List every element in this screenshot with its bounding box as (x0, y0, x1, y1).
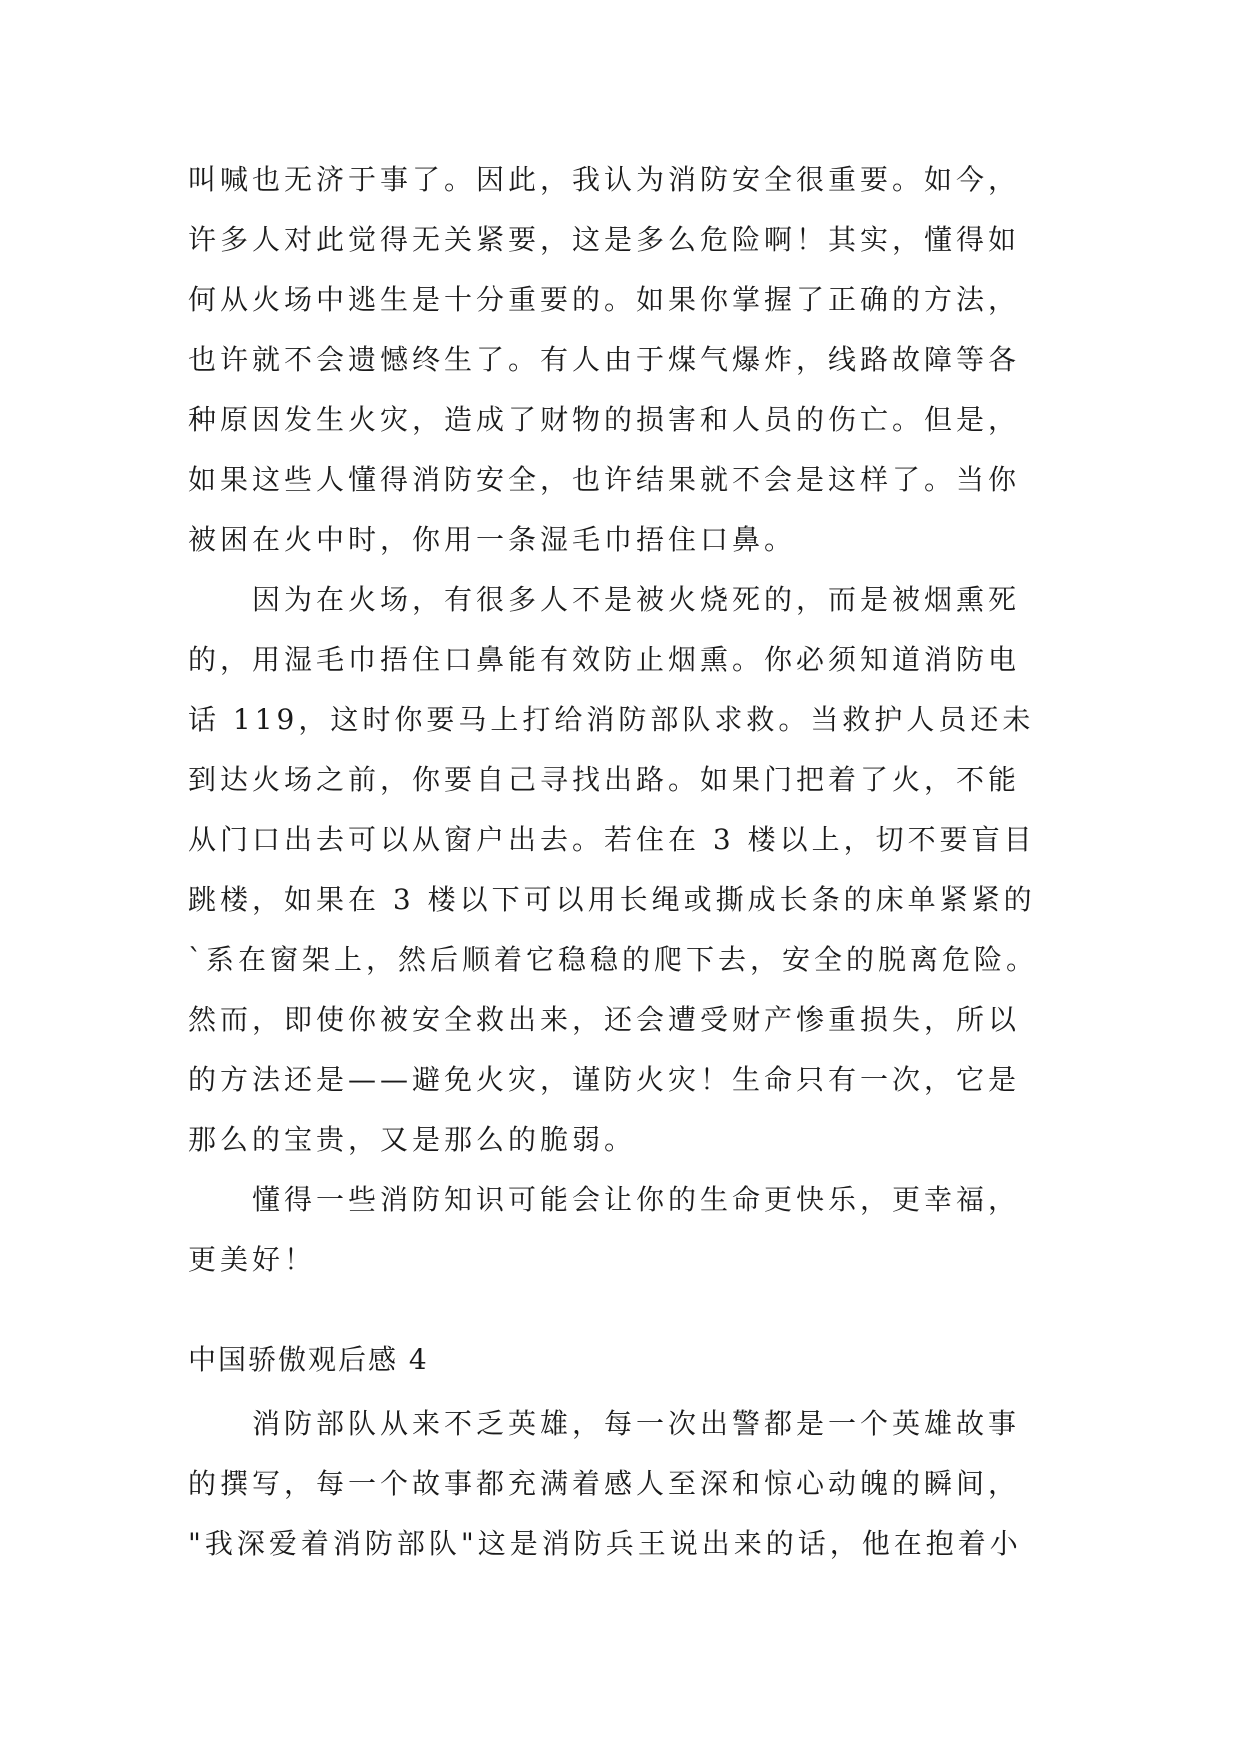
paragraph-line: 从门口出去可以从窗户出去。若住在 3 楼以上，切不要盲目 (188, 823, 1036, 856)
paragraph-line: 种原因发生火灾，造成了财物的损害和人员的伤亡。但是， (188, 403, 1021, 436)
paragraph-line: 被困在火中时，你用一条湿毛巾捂住口鼻。 (188, 523, 797, 556)
paragraph-line: 话 119，这时你要马上打给消防部队求救。当救护人员还未 (188, 703, 1035, 736)
paragraph-line: "我深爱着消防部队"这是消防兵王说出来的话，他在抱着小 (188, 1527, 1022, 1560)
paragraph-line: 如果这些人懂得消防安全，也许结果就不会是这样了。当你 (188, 463, 1021, 496)
paragraph-line: `系在窗架上，然后顺着它稳稳的爬下去，安全的脱离危险。 (188, 943, 1039, 976)
section-heading: 中国骄傲观后感 4 (188, 1343, 429, 1376)
paragraph-line: 因为在火场，有很多人不是被火烧死的，而是被烟熏死 (188, 583, 1021, 616)
paragraph-2 (188, 570, 1068, 1170)
paragraph-line: 的撰写，每一个故事都充满着感人至深和惊心动魄的瞬间， (188, 1467, 1021, 1500)
paragraph-line: 消防部队从来不乏英雄，每一次出警都是一个英雄故事 (188, 1407, 1021, 1440)
paragraph-3 (188, 1170, 1068, 1290)
paragraph-line: 也许就不会遗憾终生了。有人由于煤气爆炸，线路故障等各 (188, 343, 1021, 376)
paragraph-line: 的方法还是——避免火灾，谨防火灾！生命只有一次，它是 (188, 1063, 1021, 1096)
paragraph-line: 跳楼，如果在 3 楼以下可以用长绳或撕成长条的床单紧紧的 (188, 883, 1036, 916)
paragraph-line: 更美好！ (188, 1243, 317, 1276)
paragraph-line: 到达火场之前，你要自己寻找出路。如果门把着了火，不能 (188, 763, 1021, 796)
paragraph-line: 叫喊也无济于事了。因此，我认为消防安全很重要。如今， (188, 163, 1021, 196)
paragraph-line: 懂得一些消防知识可能会让你的生命更快乐，更幸福， (188, 1183, 1021, 1216)
paragraph-line: 的，用湿毛巾捂住口鼻能有效防止烟熏。你必须知道消防电 (188, 643, 1021, 676)
paragraph-4 (188, 1394, 1068, 1574)
paragraph-line: 那么的宝贵，又是那么的脆弱。 (188, 1123, 637, 1156)
paragraph-line: 何从火场中逃生是十分重要的。如果你掌握了正确的方法， (188, 283, 1021, 316)
paragraph-line: 然而，即使你被安全救出来，还会遭受财产惨重损失，所以 (188, 1003, 1021, 1036)
paragraph-line: 许多人对此觉得无关紧要，这是多么危险啊！其实，懂得如 (188, 223, 1021, 256)
paragraph-1 (188, 150, 1068, 570)
